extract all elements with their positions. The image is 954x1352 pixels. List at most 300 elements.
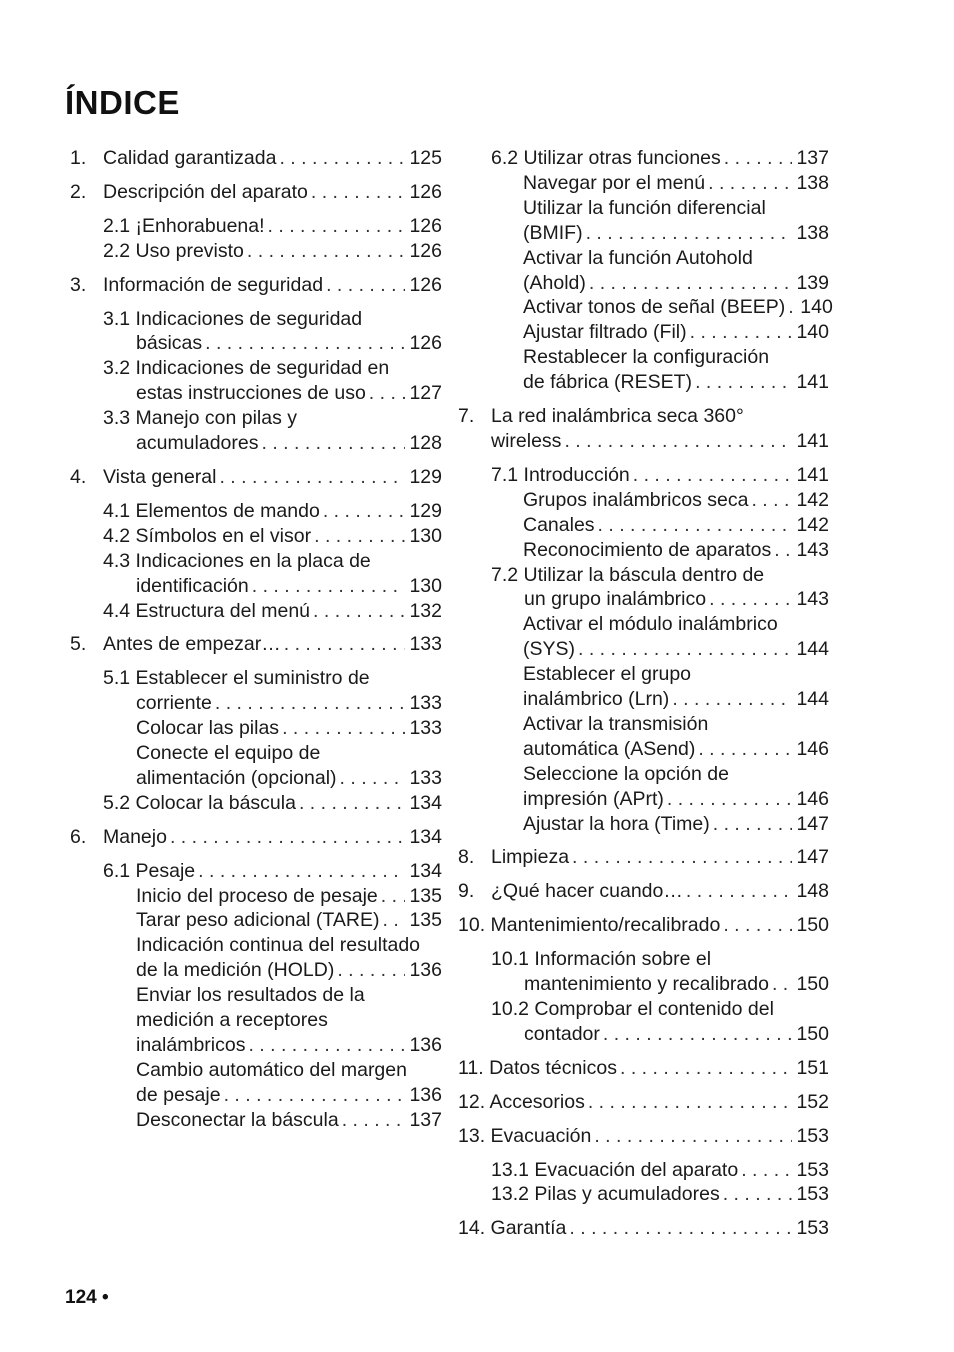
- toc-entry[interactable]: [70, 825, 442, 850]
- toc-page-number: 146: [796, 787, 829, 810]
- toc-line: [458, 538, 829, 563]
- toc-number: 5.: [70, 633, 87, 656]
- toc-entry[interactable]: [458, 662, 829, 712]
- toc-page-number: 133: [409, 633, 442, 656]
- toc-entry[interactable]: [458, 947, 829, 997]
- toc-page-number: 125: [409, 147, 442, 169]
- toc-entry[interactable]: [70, 549, 442, 599]
- toc-entry[interactable]: [458, 812, 829, 837]
- toc-line: [458, 947, 829, 972]
- toc-line: [458, 370, 829, 395]
- toc-title: 4.4 Estructura del menú: [103, 599, 311, 622]
- toc-title: Activar la función Autohold: [523, 246, 753, 269]
- toc-page-number: 142: [796, 488, 829, 511]
- toc-entry[interactable]: [458, 879, 829, 904]
- toc-number: 7.: [458, 405, 475, 428]
- toc-line: [458, 320, 829, 345]
- toc-entry[interactable]: [70, 791, 442, 816]
- toc-line: [458, 513, 829, 538]
- toc-entry[interactable]: [70, 859, 442, 884]
- toc-entry[interactable]: [458, 538, 829, 563]
- dot-leader: [379, 908, 405, 933]
- dot-leader: [334, 958, 405, 983]
- dot-leader: [748, 488, 792, 513]
- toc-title: Activar la transmisión: [523, 712, 709, 735]
- toc-line: [458, 1090, 829, 1115]
- toc-entry[interactable]: [458, 171, 829, 196]
- toc-column-left: [70, 146, 442, 1133]
- toc-title: Ajustar la hora (Time): [523, 812, 710, 835]
- toc-entry[interactable]: [70, 599, 442, 624]
- toc-entry[interactable]: [70, 499, 442, 524]
- toc-page-number: 129: [409, 465, 442, 488]
- toc-entry[interactable]: [458, 612, 829, 662]
- toc-page-number: 138: [796, 221, 829, 244]
- toc-title: automática (ASend): [523, 737, 696, 760]
- toc-number: 3.: [70, 273, 87, 296]
- toc-title: 10. Mantenimiento/recalibrado: [458, 914, 721, 937]
- toc-column-right: [458, 146, 833, 1241]
- toc-line: [458, 712, 829, 737]
- toc-title: un grupo inalámbrico: [524, 588, 707, 611]
- toc-entry[interactable]: [70, 356, 442, 406]
- toc-page-number: 143: [796, 538, 829, 561]
- toc-page-number: 150: [796, 914, 829, 937]
- toc-page-number: 133: [409, 692, 442, 715]
- dot-leader: [311, 524, 405, 549]
- toc-page-number: 137: [796, 147, 829, 169]
- dot-leader: [705, 171, 792, 196]
- toc-title: 7.1 Introducción: [491, 463, 630, 486]
- toc-title: acumuladores: [136, 432, 259, 455]
- toc-line: [458, 271, 829, 296]
- toc-line: [70, 465, 442, 490]
- toc-title: 13.2 Pilas y acumuladores: [491, 1183, 720, 1206]
- toc-page-number: 132: [409, 599, 442, 622]
- toc-entry[interactable]: [458, 345, 829, 395]
- toc-title: inalámbrico (Lrn): [523, 688, 670, 711]
- toc-title: 6.2 Utilizar otras funciones: [491, 147, 721, 169]
- toc-entry[interactable]: [458, 563, 829, 613]
- toc-title: (Ahold): [523, 271, 586, 294]
- toc-line: [458, 345, 829, 370]
- toc-title: 4.1 Elementos de mando: [103, 499, 320, 522]
- toc-line: [70, 273, 442, 298]
- toc-title: 3.3 Manejo con pilas y: [103, 407, 298, 430]
- toc-title: 13. Evacuación: [458, 1124, 592, 1147]
- toc-line: [70, 666, 442, 691]
- toc-entry[interactable]: [70, 180, 442, 205]
- toc-line: [70, 356, 442, 381]
- toc-title: 7.2 Utilizar la báscula dentro de: [491, 563, 765, 586]
- toc-line: [458, 1056, 829, 1081]
- toc-title: corriente: [136, 692, 212, 715]
- toc-entry[interactable]: [458, 712, 829, 762]
- toc-title: Restablecer la configuración: [523, 346, 770, 369]
- dot-leader: [575, 637, 792, 662]
- toc-title: mantenimiento y recalibrado: [524, 973, 769, 996]
- toc-line: [70, 574, 442, 599]
- toc-page-number: 135: [409, 909, 442, 932]
- toc-title: Grupos inalámbricos seca: [523, 488, 749, 511]
- dot-leader: [769, 972, 792, 997]
- toc-line: [70, 1033, 442, 1058]
- toc-title: Ajustar filtrado (Fil): [523, 321, 687, 344]
- toc-page-number: 150: [796, 1022, 829, 1045]
- dot-leader: [785, 295, 796, 320]
- toc-title: ¿Qué hacer cuando…: [491, 880, 683, 903]
- toc-line: [458, 1022, 829, 1047]
- toc-line: [458, 637, 829, 662]
- toc-entry[interactable]: [70, 983, 442, 1058]
- toc-title: 2.2 Uso previsto: [103, 239, 244, 262]
- dot-leader: [265, 214, 406, 239]
- toc-page-number: 134: [409, 825, 442, 848]
- toc-entry[interactable]: [70, 1058, 442, 1108]
- toc-entry[interactable]: [70, 741, 442, 791]
- toc-entry[interactable]: [458, 1056, 829, 1081]
- toc-line: [458, 146, 829, 171]
- toc-entry[interactable]: [70, 307, 442, 357]
- dot-leader: [692, 370, 792, 395]
- dot-leader: [195, 859, 405, 884]
- dot-leader: [378, 884, 406, 909]
- toc-page-number: 147: [796, 812, 829, 835]
- toc-page-number: 133: [409, 717, 442, 740]
- toc-page-number: 136: [409, 1034, 442, 1056]
- dot-leader: [664, 787, 793, 812]
- dot-leader: [249, 574, 406, 599]
- toc-title: 3.1 Indicaciones de seguridad: [103, 307, 363, 330]
- page-number: 124 •: [65, 1287, 109, 1308]
- toc-title: 10.2 Comprobar el contenido del: [491, 998, 774, 1020]
- dot-leader: [583, 221, 793, 246]
- toc-entry[interactable]: [70, 273, 442, 298]
- toc-line: [458, 997, 829, 1022]
- toc-page-number: 151: [796, 1056, 829, 1079]
- toc-line: [458, 762, 829, 787]
- toc-entry[interactable]: [458, 997, 829, 1047]
- toc-title: 3.2 Indicaciones de seguridad en: [103, 357, 390, 380]
- toc-entry[interactable]: [70, 524, 442, 549]
- toc-title: medición a receptores: [136, 1009, 328, 1032]
- toc-entry[interactable]: [458, 913, 829, 938]
- toc-page-number: 144: [796, 688, 829, 711]
- dot-leader: [695, 737, 792, 762]
- toc-page-number: 152: [796, 1090, 829, 1113]
- toc-line: [70, 239, 442, 264]
- dot-leader: [320, 499, 406, 524]
- toc-number: 6.: [70, 825, 87, 848]
- toc-line: [458, 246, 829, 271]
- toc-line: [458, 913, 829, 938]
- toc-entry[interactable]: [70, 933, 442, 983]
- toc-line: [458, 879, 829, 904]
- toc-title: Utilizar la función diferencial: [523, 196, 766, 219]
- dot-leader: [245, 1033, 405, 1058]
- toc-page-number: 143: [796, 588, 829, 611]
- toc-entry[interactable]: [70, 716, 442, 741]
- toc-line: [70, 331, 442, 356]
- toc-entry[interactable]: [70, 666, 442, 716]
- toc-title: Inicio del proceso de pesaje: [136, 884, 378, 907]
- toc-page-number: 128: [409, 432, 442, 455]
- dot-leader: [276, 146, 405, 171]
- toc-page-number: 144: [796, 638, 829, 661]
- dot-leader: [244, 239, 406, 264]
- toc-title: de la medición (HOLD): [136, 959, 335, 982]
- dot-leader: [720, 1182, 793, 1207]
- toc-page-number: 150: [796, 973, 829, 996]
- toc-page-number: 153: [796, 1217, 829, 1240]
- toc-line: [70, 825, 442, 850]
- toc-line: [70, 1008, 442, 1033]
- toc-entry[interactable]: [458, 762, 829, 812]
- toc-page-number: 140: [796, 321, 829, 344]
- toc-entry[interactable]: [458, 513, 829, 538]
- toc-title: (BMIF): [523, 221, 583, 244]
- toc-page-number: 148: [796, 880, 829, 903]
- dot-leader: [586, 271, 793, 296]
- toc-line: [70, 983, 442, 1008]
- toc-number: 9.: [458, 880, 475, 903]
- toc-line: [70, 1083, 442, 1108]
- toc-entry[interactable]: [458, 196, 829, 246]
- toc-line: [70, 716, 442, 741]
- toc-entry[interactable]: [70, 146, 442, 171]
- toc-title: 2.1 ¡Enhorabuena!: [103, 214, 265, 237]
- toc-line: [70, 524, 442, 549]
- dot-leader: [337, 766, 406, 791]
- toc-title: básicas: [136, 332, 203, 355]
- toc-entry[interactable]: [70, 465, 442, 490]
- toc-line: [458, 845, 829, 870]
- toc-page-number: 136: [409, 959, 442, 982]
- toc-line: [458, 662, 829, 687]
- toc-entry[interactable]: [458, 463, 829, 488]
- toc-page-number: 126: [409, 180, 442, 203]
- toc-entry[interactable]: [70, 214, 442, 239]
- toc-title: Colocar las pilas: [136, 717, 280, 740]
- toc-line: [458, 404, 829, 429]
- toc-line: [458, 1216, 829, 1241]
- toc-page-number: 141: [796, 371, 829, 394]
- dot-leader: [561, 429, 792, 454]
- dot-leader: [585, 1090, 793, 1115]
- dot-leader: [630, 463, 793, 488]
- dot-leader: [216, 465, 405, 490]
- dot-leader: [669, 687, 792, 712]
- toc-page-number: 134: [409, 859, 442, 882]
- toc-title: 10.1 Información sobre el: [491, 948, 712, 971]
- toc-title: contador: [524, 1022, 600, 1045]
- dot-leader: [221, 1083, 406, 1108]
- toc-line: [70, 958, 442, 983]
- toc-title: Antes de empezar…: [103, 633, 281, 656]
- toc-title: Cambio automático del margen: [136, 1058, 407, 1081]
- toc-page-number: 138: [796, 171, 829, 194]
- dot-leader: [771, 538, 792, 563]
- toc-line: [70, 549, 442, 574]
- toc-line: [70, 859, 442, 884]
- toc-page-number: 141: [796, 463, 829, 486]
- toc-title: 6.1 Pesaje: [103, 859, 196, 882]
- toc-title: 12. Accesorios: [458, 1090, 585, 1113]
- toc-entry[interactable]: [458, 1182, 829, 1207]
- toc-page-number: 140: [800, 296, 833, 319]
- toc-entry[interactable]: [458, 320, 829, 345]
- toc-line: [70, 214, 442, 239]
- toc-entry[interactable]: [458, 404, 829, 454]
- toc-entry[interactable]: [458, 1124, 829, 1149]
- dot-leader: [721, 146, 793, 171]
- toc-page-number: 141: [796, 429, 829, 452]
- toc-page-number: 153: [796, 1124, 829, 1147]
- toc-line: [458, 587, 829, 612]
- toc-line: [458, 563, 829, 588]
- toc-line: [70, 146, 442, 171]
- toc-title: Desconectar la báscula: [136, 1108, 339, 1131]
- dot-leader: [296, 791, 406, 816]
- toc-line: [458, 1124, 829, 1149]
- toc-line: [70, 307, 442, 332]
- page-title: ÍNDICE: [65, 84, 180, 121]
- toc-line: [458, 429, 829, 454]
- dot-leader: [687, 320, 793, 345]
- toc-line: [70, 933, 442, 958]
- toc-line: [458, 1158, 829, 1183]
- toc-entry[interactable]: [458, 488, 829, 513]
- toc-line: [458, 787, 829, 812]
- dot-leader: [710, 812, 793, 837]
- toc-number: 4.: [70, 465, 87, 488]
- toc-entry[interactable]: [70, 908, 442, 933]
- dot-leader: [167, 825, 405, 850]
- toc-title: 13.1 Evacuación del aparato: [491, 1158, 739, 1181]
- toc-line: [70, 431, 442, 456]
- toc-page-number: 130: [409, 524, 442, 547]
- toc-line: [70, 766, 442, 791]
- toc-title: Navegar por el menú: [523, 171, 706, 194]
- dot-leader: [258, 431, 405, 456]
- toc-line: [458, 812, 829, 837]
- toc-title: 5.2 Colocar la báscula: [103, 791, 296, 814]
- dot-leader: [683, 879, 793, 904]
- toc-entry[interactable]: [458, 146, 829, 171]
- toc-line: [458, 687, 829, 712]
- toc-page-number: 129: [409, 499, 442, 522]
- toc-entry[interactable]: [458, 1216, 829, 1241]
- toc-title: Indicación continua del resultado: [136, 934, 421, 957]
- dot-leader: [308, 180, 406, 205]
- toc-title: Activar tonos de señal (BEEP): [523, 296, 786, 319]
- toc-page-number: 153: [796, 1183, 829, 1206]
- toc-entry[interactable]: [458, 1090, 829, 1115]
- toc-title: La red inalámbrica seca 360°: [491, 405, 744, 428]
- toc-title: wireless: [491, 429, 562, 452]
- dot-leader: [323, 273, 405, 298]
- toc-entry[interactable]: [70, 632, 442, 657]
- toc-line: [70, 180, 442, 205]
- toc-line: [458, 171, 829, 196]
- toc-number: 1.: [70, 147, 87, 169]
- toc-page-number: 133: [409, 766, 442, 789]
- toc-title: identificación: [136, 574, 249, 597]
- toc-title: Activar el módulo inalámbrico: [523, 613, 778, 636]
- toc-entry[interactable]: [458, 845, 829, 870]
- toc-entry[interactable]: [70, 884, 442, 909]
- toc-entry[interactable]: [458, 295, 833, 320]
- dot-leader: [738, 1158, 792, 1183]
- toc-entry[interactable]: [458, 246, 829, 296]
- toc-line: [458, 488, 829, 513]
- dot-leader: [600, 1022, 793, 1047]
- toc-page-number: 142: [796, 513, 829, 536]
- toc-line: [70, 632, 442, 657]
- toc-title: Seleccione la opción de: [523, 762, 729, 785]
- toc-title: Canales: [523, 513, 595, 536]
- toc-title: (SYS): [523, 638, 576, 661]
- toc-line: [458, 463, 829, 488]
- toc-page-number: 146: [796, 737, 829, 760]
- dot-leader: [212, 691, 406, 716]
- toc-page-number: 137: [409, 1108, 442, 1131]
- toc-entry[interactable]: [70, 239, 442, 264]
- toc-page-number: 126: [409, 332, 442, 355]
- toc-line: [70, 599, 442, 624]
- toc-line: [70, 381, 442, 406]
- toc-entry[interactable]: [70, 406, 442, 456]
- toc-number: 2.: [70, 180, 87, 203]
- toc-line: [70, 499, 442, 524]
- toc-page-number: 130: [409, 574, 442, 597]
- toc-line: [70, 908, 442, 933]
- toc-title: Reconocimiento de aparatos: [523, 538, 772, 561]
- toc-title: Descripción del aparato: [103, 180, 308, 203]
- dot-leader: [595, 513, 793, 538]
- toc-line: [458, 196, 829, 221]
- toc-title: de pesaje: [136, 1083, 221, 1106]
- toc-page-number: 126: [409, 273, 442, 296]
- toc-title: Enviar los resultados de la: [136, 984, 365, 1007]
- toc-page-number: 136: [409, 1083, 442, 1106]
- toc-title: Establecer el grupo: [523, 663, 692, 686]
- toc-line: [458, 972, 829, 997]
- dot-leader: [366, 381, 406, 406]
- dot-leader: [617, 1056, 792, 1081]
- toc-title: Tarar peso adicional (TARE): [136, 909, 380, 932]
- toc-title: de fábrica (RESET): [523, 371, 693, 394]
- toc-line: [70, 1108, 442, 1133]
- toc-title: 4.2 Símbolos en el visor: [103, 524, 312, 547]
- toc-title: Vista general: [103, 465, 217, 488]
- toc-line: [70, 741, 442, 766]
- toc-entry[interactable]: [458, 1158, 829, 1183]
- toc-title: inalámbricos: [136, 1034, 246, 1056]
- toc-page-number: 153: [796, 1158, 829, 1181]
- toc-line: [458, 1182, 829, 1207]
- toc-entry[interactable]: [70, 1108, 442, 1133]
- dot-leader: [281, 632, 406, 657]
- dot-leader: [339, 1108, 406, 1133]
- toc-line: [70, 1058, 442, 1083]
- dot-leader: [706, 587, 792, 612]
- toc-title: alimentación (opcional): [136, 766, 337, 789]
- toc-line: [70, 691, 442, 716]
- toc-page-number: 135: [409, 884, 442, 907]
- toc-page-number: 126: [409, 239, 442, 262]
- toc-title: 11. Datos técnicos: [458, 1056, 617, 1079]
